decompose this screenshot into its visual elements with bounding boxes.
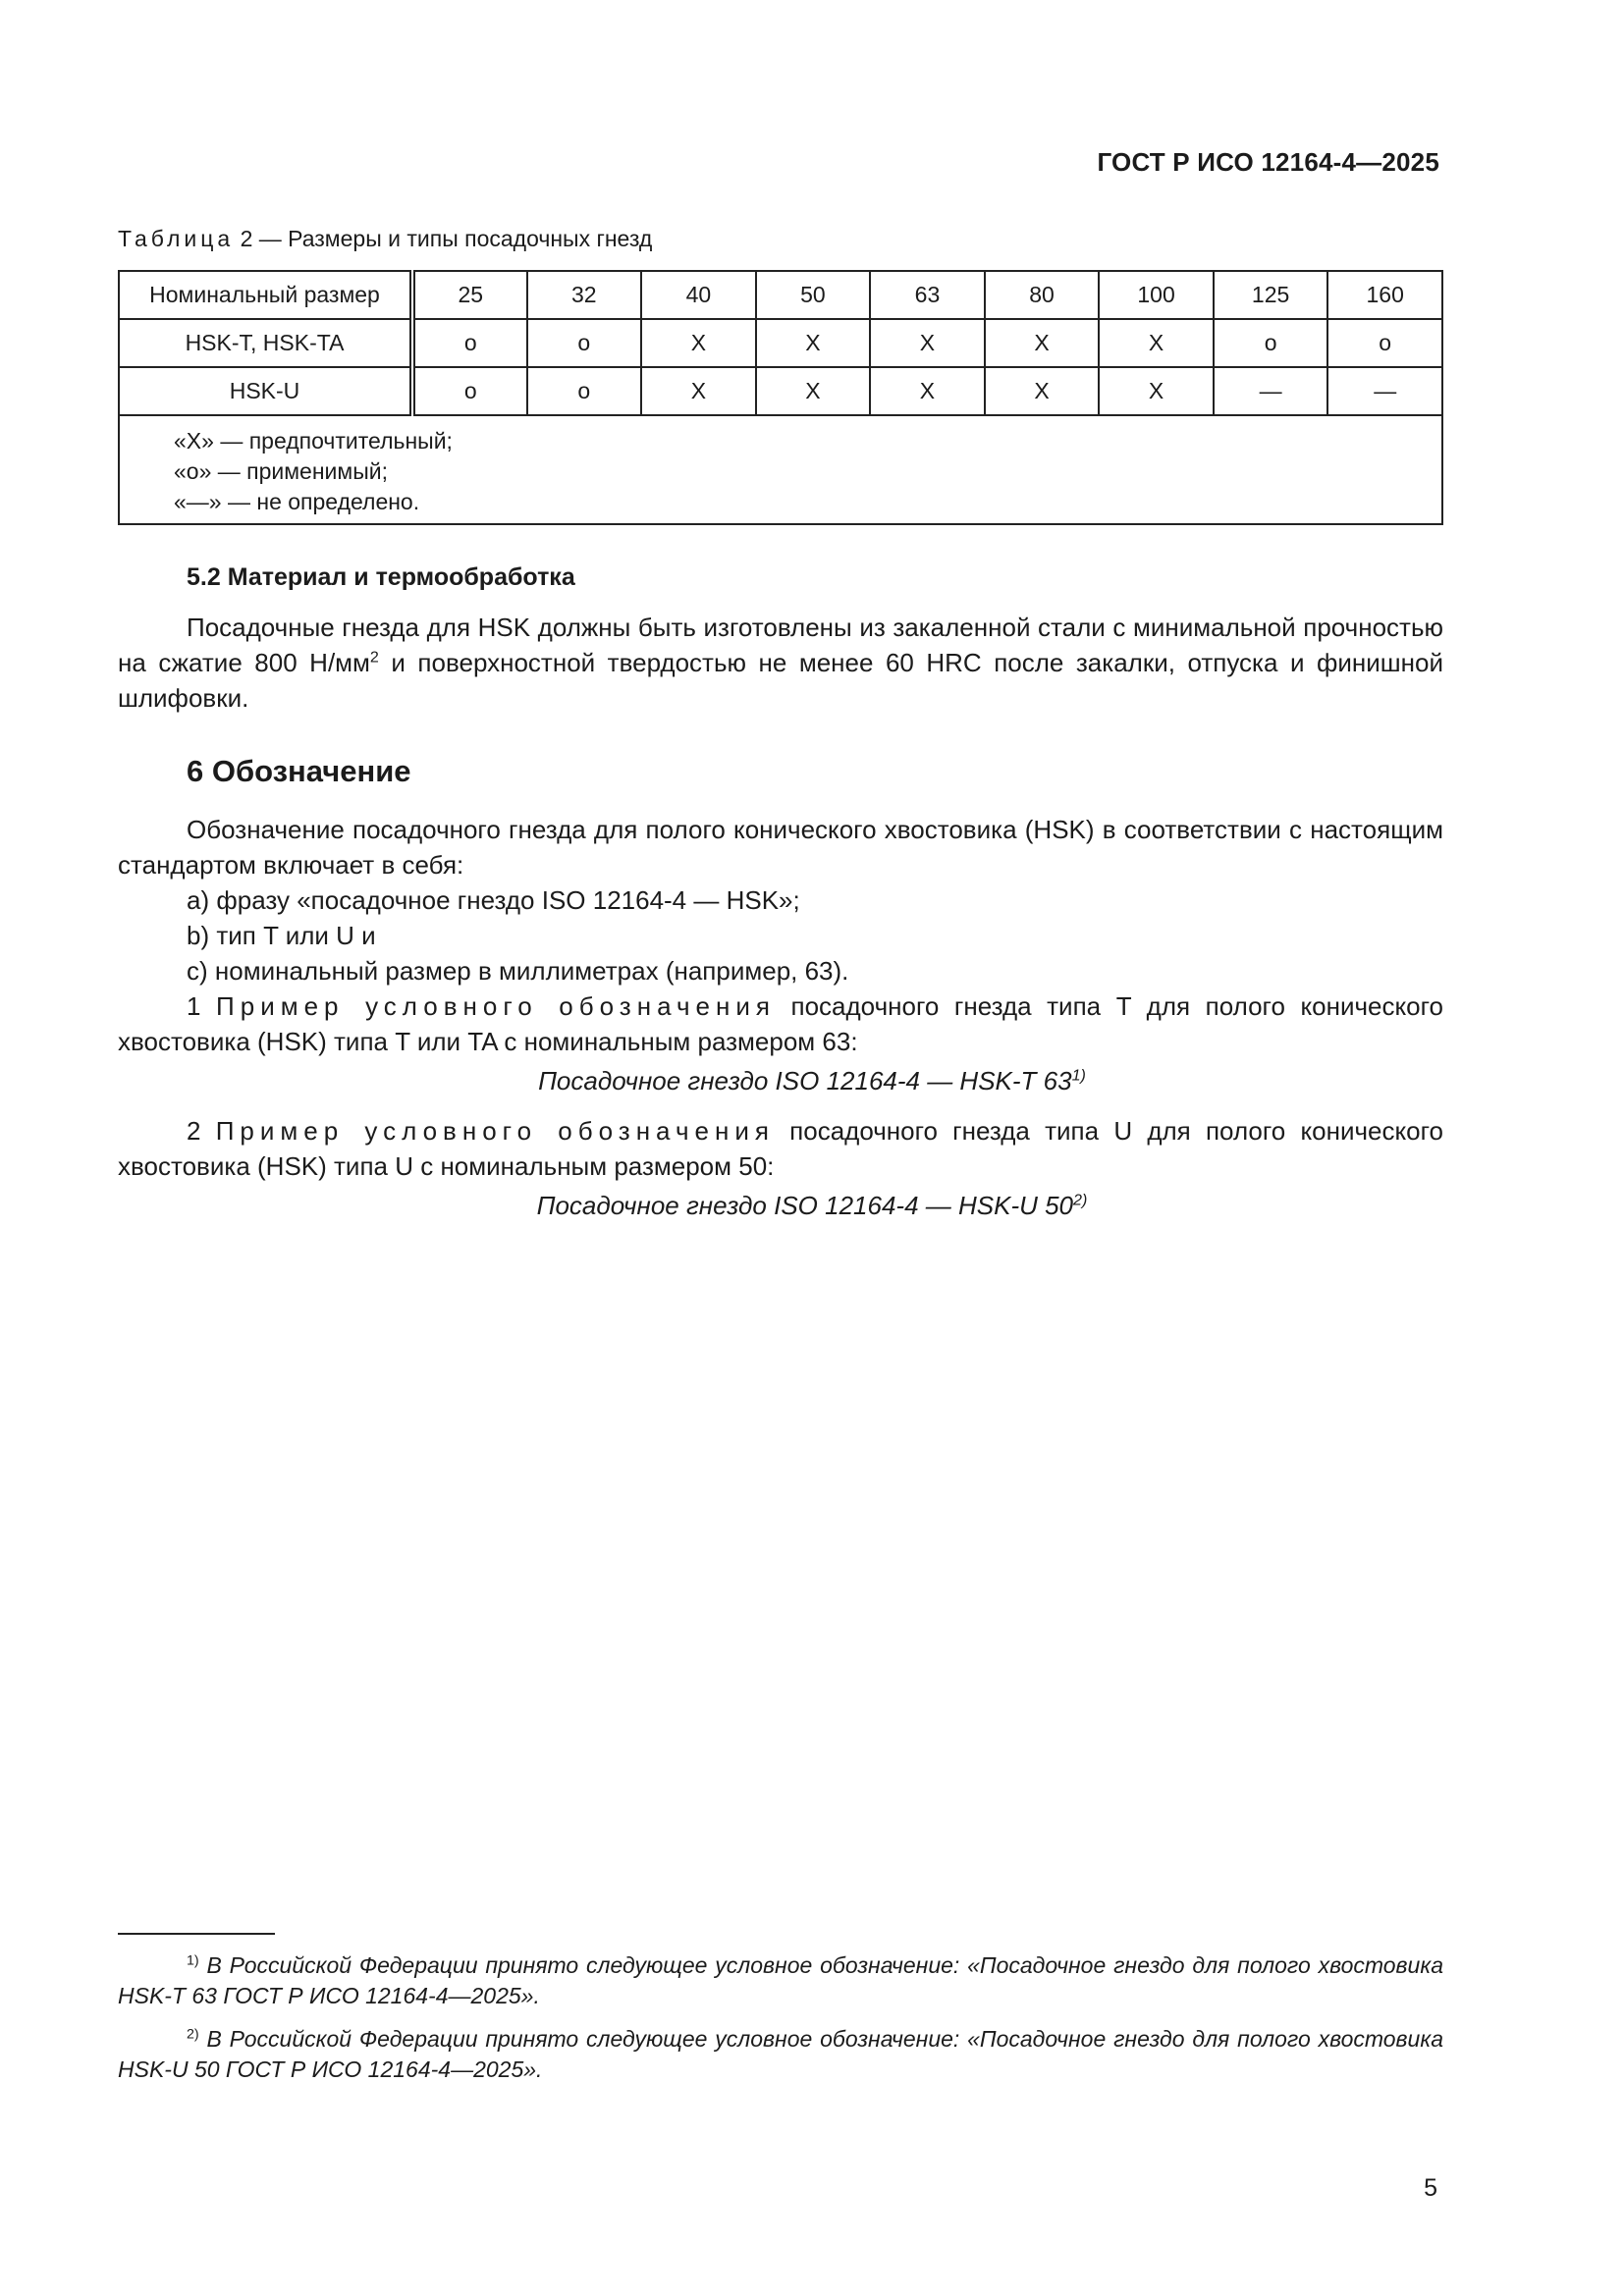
size-cell: 25 bbox=[412, 271, 527, 319]
size-cell: 40 bbox=[641, 271, 756, 319]
footnote-ref-2: 2) bbox=[1073, 1191, 1088, 1209]
size-cell: 32 bbox=[527, 271, 642, 319]
size-cell: 160 bbox=[1327, 271, 1442, 319]
sizes-types-table bbox=[118, 270, 1443, 525]
table-cell: o bbox=[1214, 319, 1328, 367]
example-1 bbox=[118, 988, 1443, 1059]
table-notes-cell bbox=[119, 415, 1442, 524]
table-note: «X» — предпочтительный; bbox=[174, 428, 453, 454]
section-5-2-paragraph bbox=[118, 610, 1443, 716]
table-cell: X bbox=[641, 367, 756, 415]
superscript-2: 2 bbox=[369, 648, 379, 667]
table-cell: X bbox=[1099, 367, 1214, 415]
section-5-2-text-b: и поверхностной твердостью не менее 60 HRC после закалки, отпуска и финишной шлифовки. bbox=[118, 648, 1443, 713]
document-header: ГОСТ Р ИСО 12164-4—2025 bbox=[1097, 147, 1439, 177]
table-cell: o bbox=[412, 367, 527, 415]
example-2-label: Пример условного обозначения bbox=[215, 1116, 775, 1146]
table-cell: o bbox=[527, 367, 642, 415]
size-cell: 100 bbox=[1099, 271, 1214, 319]
table-cell: — bbox=[1214, 367, 1328, 415]
table-cell: X bbox=[756, 319, 871, 367]
size-cell: 80 bbox=[985, 271, 1100, 319]
header-label-cell: Номинальный размер bbox=[119, 271, 412, 319]
footnote-1-mark: 1) bbox=[187, 1952, 199, 1969]
example-2-designation bbox=[0, 1188, 1624, 1223]
section-5-2-heading: 5.2 Материал и термообработка bbox=[187, 563, 575, 591]
table-caption-word: Таблица bbox=[118, 226, 235, 251]
footnote-rule bbox=[118, 1933, 275, 1935]
list-item-c: c) номинальный размер в миллиметрах (например, 63). bbox=[187, 956, 849, 986]
table-cell: X bbox=[756, 367, 871, 415]
table-note: «o» — применимый; bbox=[174, 458, 388, 484]
table-header-row bbox=[119, 271, 1442, 319]
example-1-designation-text: Посадочное гнездо ISO 12164-4 — HSK-T 63 bbox=[538, 1066, 1072, 1095]
list-item-a: a) фразу «посадочное гнездо ISO 12164-4 — HSK»; bbox=[187, 885, 800, 915]
table-caption bbox=[118, 226, 652, 252]
table-row bbox=[119, 367, 1442, 415]
example-1-label: Пример условного обозначения bbox=[216, 991, 776, 1021]
footnote-2-mark: 2) bbox=[187, 2026, 199, 2043]
footnote-ref-1: 1) bbox=[1071, 1066, 1086, 1085]
example-1-number: 1 bbox=[187, 991, 201, 1021]
footnote-1-text: В Российской Федерации принято следующее условное обозначение: «Посадочное гнездо для полого хвостовика HSK-T 63 ГОСТ Р ИСО 12164-4—2025». bbox=[118, 1952, 1444, 2008]
section-6-intro: Обозначение посадочного гнезда для полого конического хвостовика (HSK) в соответствии с настоящим стандартом включает в себя: bbox=[118, 815, 1443, 880]
table-cell: X bbox=[1099, 319, 1214, 367]
table-cell: o bbox=[412, 319, 527, 367]
example-2-designation-text: Посадочное гнездо ISO 12164-4 — HSK-U 50 bbox=[536, 1191, 1074, 1220]
row-label-cell: HSK-U bbox=[119, 367, 412, 415]
page-number: 5 bbox=[1424, 2174, 1437, 2202]
table-cell: X bbox=[985, 319, 1100, 367]
size-cell: 125 bbox=[1214, 271, 1328, 319]
example-2-number: 2 bbox=[187, 1116, 201, 1146]
table-cell: o bbox=[1327, 319, 1442, 367]
example-1-designation bbox=[0, 1063, 1624, 1098]
section-5-2-text-a: Посадочные гнезда для HSK должны быть изготовлены из закаленной стали с минимальной прочностью на сжатие 800 Н/мм bbox=[118, 613, 1443, 677]
footnote-2-text: В Российской Федерации принято следующее условное обозначение: «Посадочное гнездо для полого хвостовика HSK-U 50 ГОСТ Р ИСО 12164-4—2025». bbox=[118, 2026, 1444, 2082]
example-1-text: посадочного гнезда типа T для полого конического хвостовика (HSK) типа T или TA с номинальным размером 63: bbox=[118, 991, 1443, 1056]
table-note: «—» — не определено. bbox=[174, 489, 420, 514]
footnote-2 bbox=[118, 2024, 1443, 2085]
table-cell: X bbox=[870, 367, 985, 415]
table-cell: X bbox=[870, 319, 985, 367]
row-label-cell: HSK-T, HSK-TA bbox=[119, 319, 412, 367]
table-row bbox=[119, 319, 1442, 367]
section-6-heading: 6 Обозначение bbox=[187, 754, 411, 788]
table-cell: X bbox=[985, 367, 1100, 415]
table-cell: o bbox=[527, 319, 642, 367]
table-cell: — bbox=[1327, 367, 1442, 415]
example-2-text: посадочного гнезда типа U для полого конического хвостовика (HSK) типа U с номинальным размером 50: bbox=[118, 1116, 1443, 1181]
size-cell: 50 bbox=[756, 271, 871, 319]
size-cell: 63 bbox=[870, 271, 985, 319]
table-notes-row bbox=[119, 415, 1442, 524]
table-cell: X bbox=[641, 319, 756, 367]
table-caption-text: 2 — Размеры и типы посадочных гнезд bbox=[240, 226, 653, 251]
list-item-b: b) тип T или U и bbox=[187, 921, 376, 950]
example-2 bbox=[118, 1113, 1443, 1184]
footnote-1 bbox=[118, 1950, 1443, 2011]
